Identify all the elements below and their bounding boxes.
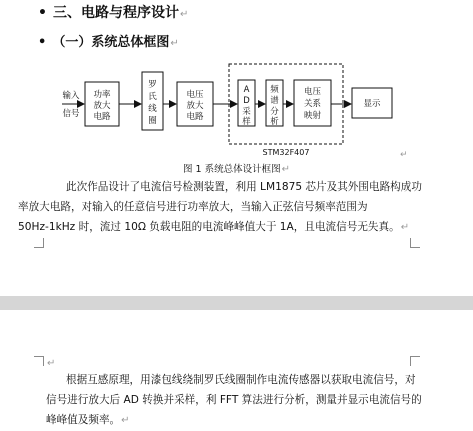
voltage-amp-label: 放大 [186, 101, 204, 111]
voltage-map-label: 电压 [303, 87, 322, 97]
subsection-heading-text[interactable]: （一）系统总体框图 [52, 35, 170, 50]
display-label: 显示 [363, 99, 381, 109]
crop-mark [34, 238, 44, 248]
figure-caption-text[interactable]: 图 1 系统总体设计框图 [183, 164, 281, 175]
paragraph-mark: ↵ [121, 415, 130, 426]
adc-label: A [243, 85, 250, 95]
paragraph-line: 根据互感原理，用漆包线绕制罗氏线圈制作电流传感器以获取电流信号，对 [66, 374, 416, 386]
body-paragraph[interactable] [18, 177, 422, 238]
input-signal-label: 输入 [62, 91, 80, 101]
document-page-2 [0, 310, 473, 428]
voltage-map-label: 映射 [303, 111, 322, 121]
paragraph-line: 率放大电路，对输入的任意信号进行功率放大，当输入正弦信号频率范围为 [18, 201, 368, 213]
input-signal-label: 信号 [62, 109, 80, 119]
rogowski-label: 罗 [148, 80, 157, 90]
paragraph-line-text: 50Hz-1kHz 时，流过 10Ω 负载电阻的电流峰峰值大于 1A，且电流信号无失真。 [18, 221, 400, 233]
paragraph-line [18, 217, 422, 238]
body-paragraph[interactable] [46, 370, 422, 431]
rogowski-label: 圈 [148, 116, 157, 126]
spectrum-label: 分 [270, 107, 279, 117]
figure-caption [0, 161, 473, 175]
section-heading-text[interactable]: 三、电路与程序设计 [52, 5, 179, 21]
page-gap [0, 296, 473, 310]
rogowski-label: 线 [148, 104, 157, 114]
voltage-amp-label: 电路 [186, 112, 204, 122]
paragraph-mark: ↵ [170, 38, 179, 49]
voltage-map-label: 关系 [303, 99, 322, 109]
adc-label: D [243, 96, 250, 106]
paragraph-mark: ↵ [47, 358, 56, 369]
list-bullet: • [38, 5, 47, 21]
paragraph-line: 信号进行放大后 AD 转换并采样，利 FFT 算法进行分析，测量并显示电流信号的 [46, 394, 422, 406]
paragraph-mark: ↵ [281, 164, 290, 175]
crop-mark [34, 356, 44, 366]
mcu-label: STM32F407 [262, 148, 310, 157]
spectrum-label: 谱 [270, 96, 279, 106]
paragraph-line: 此次作品设计了电流信号检测装置，利用 LM1875 芯片及其外围电路构成功 [66, 181, 422, 193]
crop-mark [410, 238, 420, 248]
power-amp-label: 功率 [93, 90, 111, 100]
system-block-diagram [0, 0, 473, 180]
paragraph-mark: ↵ [179, 9, 189, 20]
paragraph-line-text: 峰峰值及频率。 [46, 414, 121, 426]
adc-label: 样 [242, 117, 251, 127]
rogowski-label: 氏 [148, 92, 157, 102]
adc-label: 采 [242, 107, 251, 117]
spectrum-label: 频 [270, 85, 279, 95]
paragraph-mark: ↵ [400, 222, 410, 233]
spectrum-label: 析 [270, 117, 279, 127]
paragraph-mark: ↵ [400, 150, 408, 160]
power-amp-label: 放大 [93, 101, 111, 111]
voltage-amp-label: 电压 [186, 90, 204, 100]
crop-mark [410, 356, 420, 366]
power-amp-label: 电路 [93, 112, 111, 122]
list-bullet: • [38, 35, 47, 50]
